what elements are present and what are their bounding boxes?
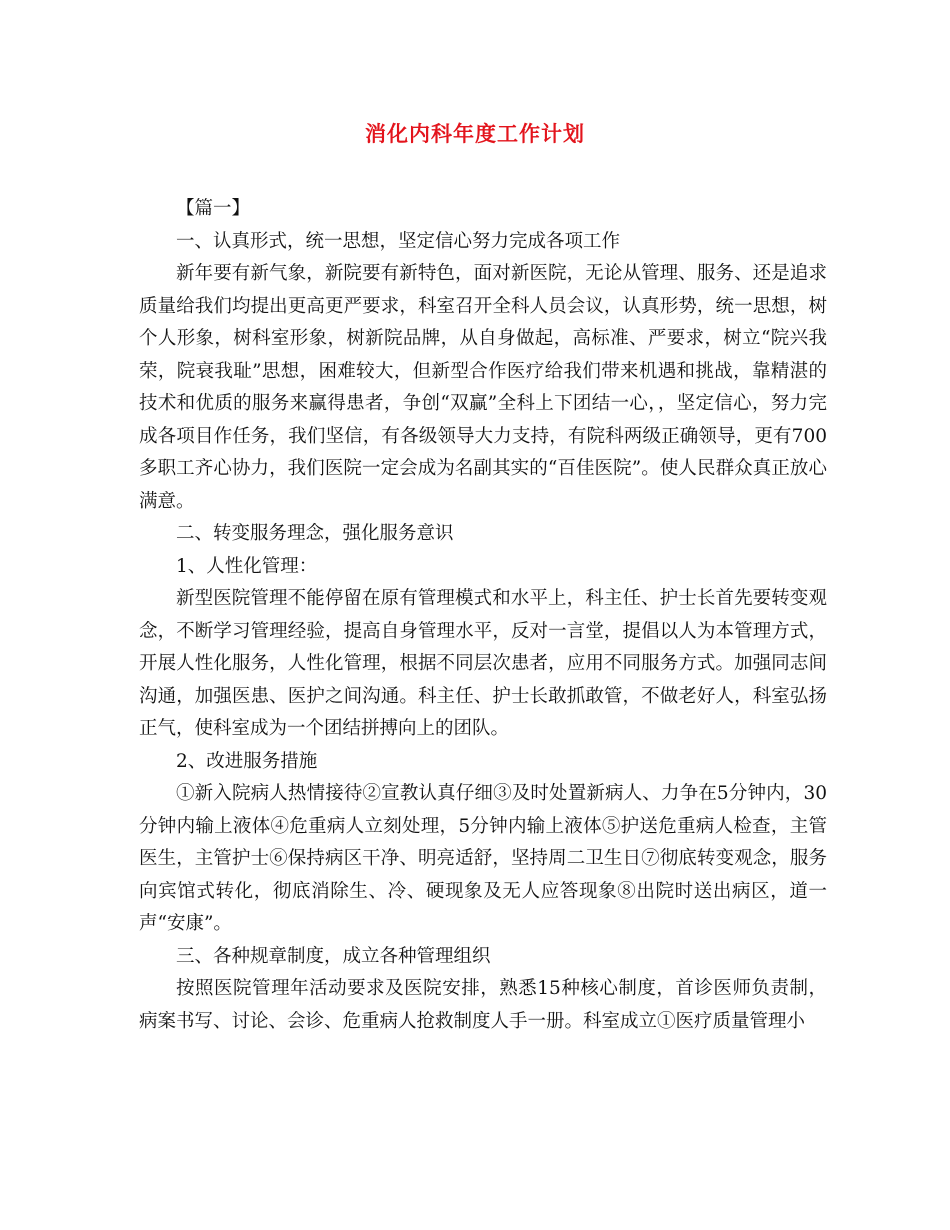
paragraph-3: ①新入院病人热情接待②宣教认真仔细③及时处置新病人、力争在5分钟内，30分钟内输上液体④危重病人立刻处理，5分钟内输上液体⑤护送危重病人检查，主管医生，主管护士⑥保持病区干净、明亮适舒，坚持周二卫生日⑦彻底转变观念，服务向宾馆式转化，彻底消除生、冷、硬现象及无人应答现象⑧出院时送出病区，道一声“安康”。 xyxy=(139,783,827,934)
paragraph-4: 按照医院管理年活动要求及医院安排，熟悉15种核心制度，首诊医师负责制，病案书写、讨论、会诊、危重病人抢救制度人手一册。科室成立①医疗质量管理小 xyxy=(139,978,827,1032)
subheading-2-2: 2、改进服务措施 xyxy=(176,750,318,772)
paragraph-1: 新年要有新气象，新院要有新特色，面对新医院，无论从管理、服务、还是追求质量给我们均提出更高更严要求，科室召开全科人员会议，认真形势，统一思想，树个人形象，树科室形象，树新院品牌，从自身做起，高标准、严要求，树立“院兴我荣，院衰我耻”思想，困难较大，但新型合作医疗给我们带来机遇和挑战，靠精湛的技术和优质的服务来赢得患者，争创“双赢”全科上下团结一心，，坚定信心，努力完成各项目作任务，我们坚信，有各级领导大力支持，有院科两级正确领导，更有700多职工齐心协力，我们医院一定会成为名副其实的“百佳医院”。使人民群众真正放心满意。 xyxy=(139,263,827,512)
section-label: 【篇一】 xyxy=(176,198,251,219)
heading-3: 三、各种规章制度，成立各种管理组织 xyxy=(176,945,491,967)
document-body xyxy=(139,193,827,1038)
document-title: 消化内科年度工作计划 xyxy=(365,121,585,146)
subheading-2-1: 1、人性化管理： xyxy=(176,555,318,577)
paragraph-2: 新型医院管理不能停留在原有管理模式和水平上，科主任、护士长首先要转变观念，不断学习管理经验，提高自身管理水平，反对一言堂，提倡以人为本管理方式，开展人性化服务，人性化管理，根据不同层次患者，应用不同服务方式。加强同志间沟通，加强医患、医护之间沟通。科主任、护士长敢抓敢管，不做老好人，科室弘扬正气，使科室成为一个团结拼搏向上的团队。 xyxy=(139,588,827,739)
heading-1: 一、认真形式，统一思想，坚定信心努力完成各项工作 xyxy=(176,230,621,252)
heading-2: 二、转变服务理念，强化服务意识 xyxy=(176,523,454,544)
